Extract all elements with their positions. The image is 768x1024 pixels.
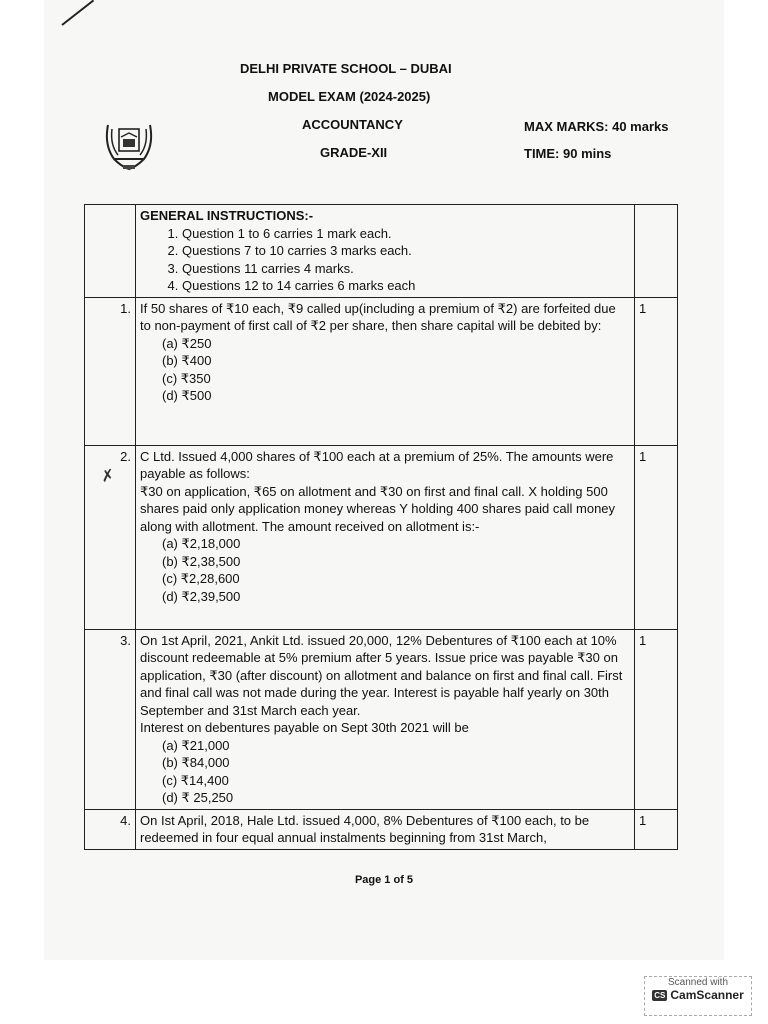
instructions-cell xyxy=(136,205,635,298)
time-allowed: TIME: 90 mins xyxy=(524,146,612,161)
instruction-item: 1. Question 1 to 6 carries 1 mark each. xyxy=(182,225,630,243)
question-number: 3. xyxy=(85,629,136,809)
question-marks: 1 xyxy=(635,629,678,809)
question-text: If 50 shares of ₹10 each, ₹9 called up(including a premium of ₹2) are forfeited due to non-payment of first call of ₹2 per share, then share capital will be debited by: xyxy=(140,300,616,333)
instructions-list xyxy=(140,225,630,295)
option: (b) ₹2,38,500 xyxy=(162,553,241,569)
option: (b) ₹84,000 xyxy=(162,755,230,770)
question-row xyxy=(85,809,678,849)
question-text: On Ist April, 2018, Hale Ltd. issued 4,000, 8% Debentures of ₹100 each, to be redeemed in four equal annual instalments beginning from 31st March, xyxy=(140,812,590,845)
question-number: 2. xyxy=(85,445,136,629)
question-marks: 1 xyxy=(635,297,678,445)
max-marks: MAX MARKS: 40 marks xyxy=(524,119,669,134)
option-list xyxy=(140,535,630,605)
camscanner-logo-icon: CS xyxy=(654,990,666,1000)
option: (a) ₹21,000 xyxy=(162,737,230,753)
question-number: 4. xyxy=(85,809,136,849)
option: (d) ₹2,39,500 xyxy=(162,588,241,604)
option: (d) ₹500 xyxy=(162,388,212,403)
scanner-brand-row xyxy=(645,988,751,1002)
option: (c) ₹2,28,600 xyxy=(162,571,240,586)
question-body xyxy=(136,809,635,849)
question-body xyxy=(136,445,635,629)
option: (c) ₹350 xyxy=(162,370,211,386)
scanner-caption: Scanned with xyxy=(667,977,729,988)
question-text: On 1st April, 2021, Ankit Ltd. issued 20,000, 12% Debentures of ₹100 each at 10% discount redeemable at 5% premium after 5 years. Issue price was payable ₹30 on application, ₹30 (after discount) on allotment and balance on first and final call. First and final call was not made during the year. Interest is payable half yearly on 30th September and 31st March each year. xyxy=(140,632,623,718)
scanner-brand: CamScanner xyxy=(670,988,744,1002)
instruction-item: 4. Questions 12 to 14 carries 6 marks each xyxy=(182,277,630,295)
question-number: 1. xyxy=(85,297,136,445)
option-list xyxy=(140,737,630,807)
instruction-item: 3. Questions 11 carries 4 marks. xyxy=(182,260,630,278)
question-text: C Ltd. Issued 4,000 shares of ₹100 each at a premium of 25%. The amounts were payable as follows: xyxy=(140,448,614,481)
school-name: DELHI PRIVATE SCHOOL – DUBAI xyxy=(240,61,452,76)
exam-title: MODEL EXAM (2024-2025) xyxy=(268,89,431,104)
question-row xyxy=(85,297,678,445)
tick-mark-icon: ✗ xyxy=(99,466,116,487)
option: (d) ₹ 25,250 xyxy=(162,790,234,805)
page-number: Page 1 of 5 xyxy=(354,874,414,886)
school-crest-icon xyxy=(100,115,158,173)
option: (a) ₹2,18,000 xyxy=(162,536,241,551)
instruction-item: 2. Questions 7 to 10 carries 3 marks each. xyxy=(182,242,630,260)
option: (c) ₹14,400 xyxy=(162,772,229,788)
question-row xyxy=(85,629,678,809)
question-body xyxy=(136,297,635,445)
subject-title: ACCOUNTANCY xyxy=(302,117,403,132)
question-row xyxy=(85,445,678,629)
question-text-continued: Interest on debentures payable on Sept 30th 2021 will be xyxy=(140,720,469,735)
question-table xyxy=(84,204,678,850)
instructions-title: GENERAL INSTRUCTIONS:- xyxy=(140,208,314,223)
option: (a) ₹250 xyxy=(162,335,212,351)
option-list xyxy=(140,335,630,405)
question-text-continued: ₹30 on application, ₹65 on allotment and ₹30 on first and final call. X holding 500 shares paid only application money whereas Y holding 400 shares paid call money along with allotment. The amount received on allotment is:- xyxy=(140,483,616,534)
question-body xyxy=(136,629,635,809)
camscanner-watermark xyxy=(644,976,752,1016)
question-marks: 1 xyxy=(635,445,678,629)
option: (b) ₹400 xyxy=(162,353,212,368)
grade-title: GRADE-XII xyxy=(320,145,388,160)
instructions-row xyxy=(85,205,678,298)
question-marks: 1 xyxy=(635,809,678,849)
